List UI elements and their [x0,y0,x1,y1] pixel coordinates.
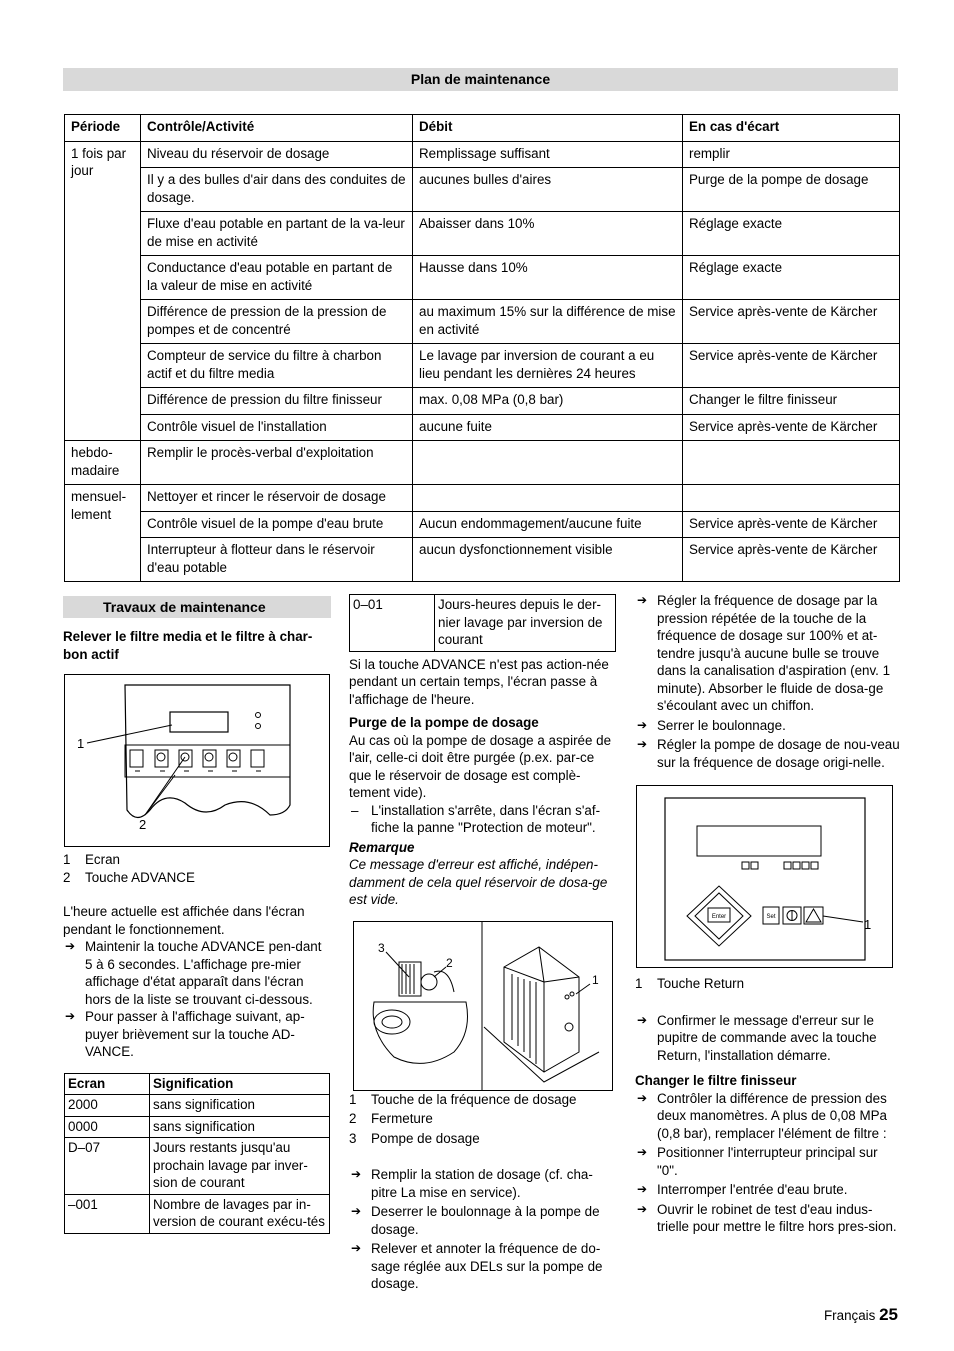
activity-cell: Nettoyer et rincer le réservoir de dosage [141,485,413,512]
table-row: 2000 sans signification [65,1095,330,1117]
screen-codes-table [64,1073,330,1234]
activity-cell: Remplir le procès-verbal d'exploitation [141,441,413,485]
table-row [65,511,900,538]
activity-cell: Compteur de service du filtre à charbon actif et du filtre media [141,344,413,388]
activity-cell: Il y a des bulles d'air dans des conduites de dosage. [141,168,413,212]
step-item: ➔ Positionner l'interrupteur principal sur "0". [637,1145,878,1178]
deviation-cell: Purge de la pompe de dosage [683,168,900,212]
controller-illustration [65,675,329,846]
table-row: 0000 sans signification [65,1116,330,1138]
section-title: Travaux de maintenance [63,596,331,618]
header-debit: Débit [413,115,683,142]
header-signification: Signification [150,1073,330,1095]
header-controle: Contrôle/Activité [141,115,413,142]
legend-item: 1 Touche Return [635,976,745,991]
step-item: ➔ Maintenir la touche ADVANCE pen-dant 5 à 6 secondes. L'affichage pre-mier affichage d'état apparaît dans l'écran hors de la liste se trouvant ci-dessous. [65,939,322,1007]
activity-cell: Conductance d'eau potable en partant de la valeur de mise en activité [141,256,413,300]
controller-figure [64,674,330,847]
footer-language: Français [823,1308,876,1323]
deviation-cell: Service après-vente de Kärcher [683,300,900,344]
maintenance-table [64,114,900,582]
table-row [65,212,900,256]
table-row [65,485,900,512]
table-row [65,141,900,168]
result-cell: aucunes bulles d'aires [413,168,683,212]
header-ecran: Ecran [65,1073,150,1095]
table-row [65,344,900,388]
result-cell: Remplissage suffisant [413,141,683,168]
deviation-cell: Service après-vente de Kärcher [683,344,900,388]
deviation-cell: Service après-vente de Kärcher [683,511,900,538]
result-cell [413,485,683,512]
activity-cell: Contrôle visuel de l'installation [141,414,413,441]
step-item: ➔ Pour passer à l'affichage suivant, ap-puyer brièvement sur la touche AD-VANCE. [65,1009,305,1059]
subheading: Changer le filtre finisseur [635,1073,797,1088]
activity-cell: Fluxe d'eau potable en partant de la va-leur de mise en activité [141,212,413,256]
result-cell: Abaisser dans 10% [413,212,683,256]
legend-item: 3 Pompe de dosage [349,1130,480,1146]
step-item: ➔ Deserrer le boulonnage à la pompe de dosage. [351,1204,600,1237]
column-left [63,596,331,1234]
deviation-cell: Service après-vente de Kärcher [683,414,900,441]
deviation-cell: Changer le filtre finisseur [683,388,900,415]
control-panel-illustration [637,786,892,967]
activity-cell: Interrupteur à flotteur dans le réservoir d'eau potable [141,538,413,582]
enter-key-label: Enter [711,914,727,920]
legend-item: 1 Ecran [63,852,120,867]
page-number: 25 [879,1305,898,1324]
step-item: ➔ Contrôler la différence de pression des deux manomètres. A plus de 0,08 MPa (0,8 bar), remplacer l'élément de filtre : [637,1090,888,1141]
result-cell: au maximum 15% sur la différence de mise en activité [413,300,683,344]
result-cell: aucun dysfonctionnement visible [413,538,683,582]
step-item: ➔ Remplir la station de dosage (cf. cha-pitre La mise en service). [351,1167,593,1200]
step-item: ➔ Ouvrir le robinet de test d'eau indus-trielle pour mettre le filtre hors pres-sion. [637,1201,897,1234]
table-row [65,168,900,212]
legend-item: 1 Touche de la fréquence de dosage [349,1091,577,1107]
table-row: D–07 Jours restants jusqu'au prochain lavage par inver-sion de courant [65,1138,330,1195]
activity-cell: Différence de pression de la pression de pompes et de concentré [141,300,413,344]
period-cell: 1 fois par jour [65,141,141,441]
deviation-cell [683,441,900,485]
column-middle [349,594,613,1293]
screen-codes-table-continued [349,594,616,652]
table-row: 0–01 Jours-heures depuis le der-nier lavage par inversion de courant [350,595,616,652]
step-item: ➔ Régler la pompe de dosage de nou-veau sur la fréquence de dosage origi-nelle. [637,737,900,770]
column-right [635,592,900,1236]
header-ecart: En cas d'écart [683,115,900,142]
deviation-cell: Service après-vente de Kärcher [683,538,900,582]
table-row [65,256,900,300]
paragraph: Au cas où la pompe de dosage a aspirée de l'air, celle-ci doit être purgée (p.ex. par-ce que le réservoir de dosage est complè-tement vide). [349,732,612,800]
table-header-row [65,115,900,142]
fig1-callout-2: 2 [139,817,147,832]
fig3-callout-1: 1 [864,917,872,932]
paragraph: Si la touche ADVANCE n'est pas action-née pendant un certain temps, l'écran passe à l'affichage de l'heure. [349,656,609,707]
step-item: ➔ Interromper l'entrée d'eau brute. [637,1182,848,1197]
subheading: Purge de la pompe de dosage [349,715,539,730]
fig2-callout-1: 1 [592,972,599,987]
step-item: ➔ Confirmer le message d'erreur sur le pupitre de commande avec la touche Return, l'installation démarre. [637,1012,877,1063]
activity-cell: Différence de pression du filtre finisseur [141,388,413,415]
step-item: ➔ Serrer le boulonnage. [637,717,786,733]
result-cell: max. 0,08 MPa (0,8 bar) [413,388,683,415]
result-cell: Hausse dans 10% [413,256,683,300]
fig2-callout-3: 3 [378,940,385,955]
set-key-label: Set [766,914,776,920]
period-cell: mensuel-lement [65,485,141,582]
dosing-pump-figure [353,921,613,1091]
table-row [65,538,900,582]
deviation-cell: Réglage exacte [683,256,900,300]
fig2-callout-2: 2 [446,955,453,970]
table-row [65,441,900,485]
control-panel-figure [636,785,893,968]
header-periode: Période [65,115,141,142]
table-row [65,388,900,415]
table-row [65,414,900,441]
note-text: Ce message d'erreur est affiché, indépen-damment de cela quel réservoir de dosa-ge est vide. [349,857,608,907]
paragraph: L'heure actuelle est affichée dans l'écran pendant le fonctionnement. [63,904,305,937]
result-cell: Aucun endommagement/aucune fuite [413,511,683,538]
result-cell [413,441,683,485]
fig1-callout-1: 1 [77,736,85,751]
page-footer [824,1306,898,1325]
dosing-pump-illustration [354,922,612,1090]
page-title: Plan de maintenance [63,68,898,91]
note-heading: Remarque [349,839,415,855]
step-item: ➔ Régler la fréquence de dosage par la pression répétée de la touche de la fréquence de dosage sur 100% et at-tendre jusqu'à aucune bulle se trouve dans la canalisation d'aspiration (env. 1 minute). Absorber le fluide de dosa-ge s'écoulant avec un chiffon. [637,593,891,713]
table-row [65,300,900,344]
legend-item: 2 Touche ADVANCE [63,869,195,885]
dash-item: – L'installation s'arrête, dans l'écran s'af-fiche la panne "Protection de moteur". [351,802,601,835]
deviation-cell [683,485,900,512]
result-cell: aucune fuite [413,414,683,441]
step-item: ➔ Relever et annoter la fréquence de do-sage réglée aux DELs sur la pompe de dosage. [351,1241,603,1291]
subheading: Relever le filtre media et le filtre à char-bon actif [63,629,313,662]
table-row: –001 Nombre de lavages par in-version de courant exécu-tés [65,1194,330,1233]
deviation-cell: Réglage exacte [683,212,900,256]
activity-cell: Contrôle visuel de la pompe d'eau brute [141,511,413,538]
legend-item: 2 Fermeture [349,1111,433,1126]
result-cell: Le lavage par inversion de courant a eu lieu pendant les dernières 24 heures [413,344,683,388]
activity-cell: Niveau du réservoir de dosage [141,141,413,168]
deviation-cell: remplir [683,141,900,168]
period-cell: hebdo-madaire [65,441,141,485]
